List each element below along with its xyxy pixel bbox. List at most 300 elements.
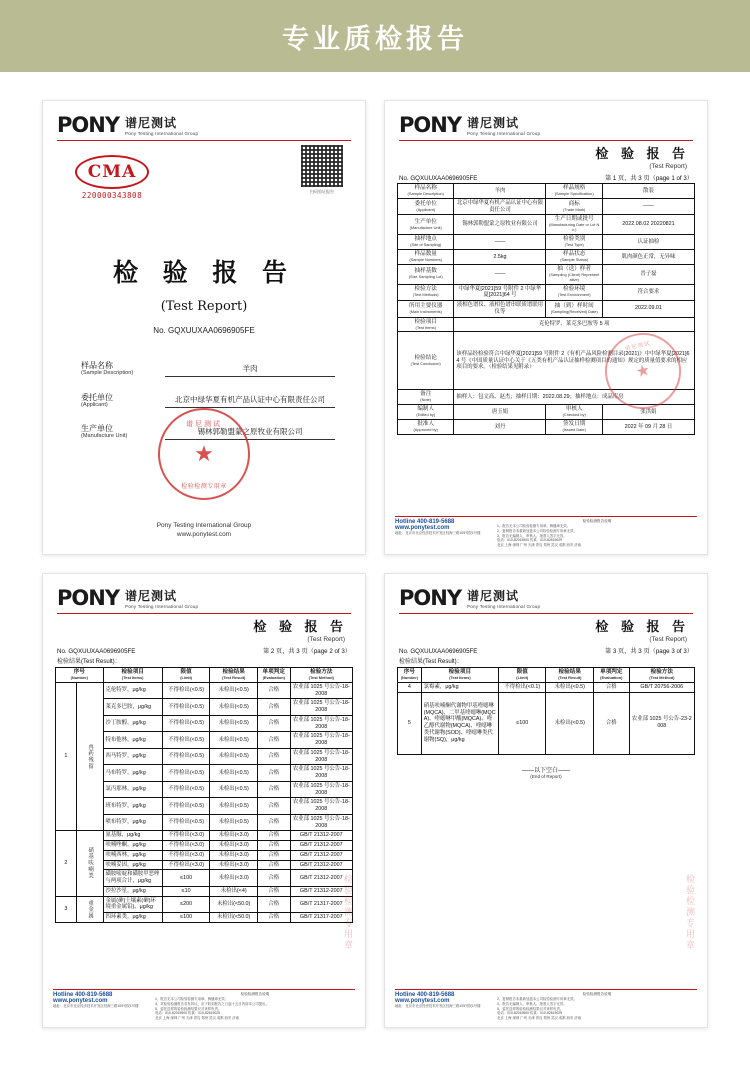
label-en: (Approved by): [413, 427, 438, 433]
column-header-cn: 检验方法: [650, 669, 673, 675]
section-label: 检验结果(Test Result)：: [57, 659, 121, 665]
cell-value: 液相色谱仪、液相色谱串联质谱联用仪等: [454, 301, 546, 318]
result-value: 未检出(<0.5): [210, 682, 258, 699]
brand-name-en: Pony Testing International Group: [467, 603, 541, 609]
column-header-en: (Test Items): [121, 674, 144, 680]
column-header-cn: 序号: [403, 669, 415, 675]
label-en: (Test Methods): [412, 292, 439, 298]
label-en: (Issued Date): [562, 427, 586, 433]
test-item: 特布他林，μg/kg: [103, 732, 162, 749]
label-cn: 委托单位: [414, 200, 437, 207]
label-cn: 备注: [420, 391, 432, 398]
footer-note-title: 检验检测报告说明: [582, 519, 612, 524]
table-row: [398, 682, 695, 692]
method-value: GB/T 21312-2007: [290, 870, 352, 887]
result-value: 未检出(<0.5): [210, 715, 258, 732]
method-value: 农业部 1025 号公告-18-2008: [290, 781, 352, 798]
evaluation-value: 合格: [257, 699, 290, 716]
test-item: 呋喃唑酮，μg/kg: [103, 841, 162, 851]
test-item: 西马特罗，μg/kg: [103, 748, 162, 765]
document-cover[interactable]: [42, 100, 366, 555]
footer-note-line: 4、对检验检测报告若有异议，应于收到报告之日起十五日内向本公司提出。: [155, 1001, 269, 1006]
result-value: 未检出(<0.5): [546, 682, 594, 692]
test-item: 沙丁胺醇，μg/kg: [103, 715, 162, 732]
label-en: (Site of Sampling): [410, 242, 442, 248]
cell-value: ——: [602, 198, 694, 215]
table-row: [398, 249, 695, 264]
label-en: (Test Conclusion): [410, 360, 441, 366]
result-value: 未检出(<0.5): [210, 781, 258, 798]
evaluation-value: 合格: [257, 886, 290, 896]
limit-value: 不得检出(<0.5): [162, 715, 210, 732]
table-header-row: [56, 668, 353, 683]
end-of-report-cn: ——以下空白——: [521, 767, 570, 774]
cover-title: 检 验 报 告: [112, 258, 296, 287]
limit-value: 不得检出(<0.5): [162, 732, 210, 749]
footer-hotline[interactable]: Hotline 400-819-5688: [395, 519, 455, 526]
footer-note-line: 1、报告无本公司检验检测专用章、骑缝章无效。: [497, 524, 571, 529]
note-text: 抽样人：包文高、赵杰；抽样日期：2022.08.29；抽样地点：成品库房: [454, 390, 695, 405]
row-number: 4: [398, 682, 422, 692]
report-subtitle: (Test Report): [307, 636, 345, 643]
result-value: 未检出(<4): [210, 886, 258, 896]
report-number: No. GQXUUXAA0696905FE: [399, 175, 478, 182]
table-row: [398, 284, 695, 301]
cma-number: 220000343808: [81, 191, 143, 200]
footer-contact-line: 北京 上海 深圳 广州 天津 青岛 郑州 武汉 成都 西安 济南: [497, 543, 582, 548]
row-number: 5: [398, 692, 422, 754]
label-en: (Sample Description): [407, 190, 444, 196]
table-header-row: [398, 668, 695, 683]
report-title: 检 验 报 告: [595, 620, 689, 635]
cell-value: 认证抽检: [602, 235, 694, 250]
limit-value: ≤100: [162, 870, 210, 887]
qr-code-icon[interactable]: [301, 145, 343, 187]
brand-name-cn: 谱尼测试: [125, 116, 178, 131]
issued-date: 2022 年 09 月 28 日: [602, 420, 694, 435]
document-page-1[interactable]: [384, 100, 708, 555]
table-row: [398, 235, 695, 250]
brand-name-en: Pony Testing International Group: [125, 130, 199, 136]
group-number: 3: [56, 896, 77, 922]
column-header-en: (Test Items): [449, 674, 471, 680]
table-row: [398, 215, 695, 235]
result-value: 未检出(<3.0): [210, 841, 258, 851]
table-row: [398, 198, 695, 215]
letterhead: [57, 588, 351, 614]
brand-name-cn: 谱尼测试: [125, 589, 178, 604]
footer-contact-line: 电话：010-82015500 传真：010-82619029: [497, 538, 563, 543]
brand-name-en: Pony Testing International Group: [467, 130, 541, 136]
limit-value: 不得检出(<3.0): [162, 850, 210, 860]
limit-value: 不得检出(<0.1): [498, 682, 546, 692]
evaluation-value: 合格: [257, 850, 290, 860]
cell-value: 符合要求: [602, 284, 694, 301]
footer-contact-line: 电话：010-82015500 传真：010-82619029: [155, 1011, 221, 1016]
qr-caption: 扫码验证报告: [310, 189, 334, 194]
test-item: 呋喃妥因，μg/kg: [103, 860, 162, 870]
footer-note-line: 3、报告无编制人、审核人、批准人签字无效。: [497, 533, 567, 538]
label-cn: 批准人: [417, 421, 435, 428]
label-en: (Manufacture Unit): [409, 224, 442, 230]
cma-oval: CMA: [75, 155, 149, 189]
results-table: [55, 667, 353, 923]
method-value: 农业部 1025 号公告-18-2008: [290, 699, 352, 716]
cell-value: 2022.09.01: [602, 301, 694, 318]
evaluation-value: 合格: [257, 870, 290, 887]
field-label-cn: 生产单位: [81, 424, 113, 434]
test-item: 呋喃西林，μg/kg: [103, 850, 162, 860]
label-cn: 生产单位: [414, 218, 437, 225]
table-row: [398, 184, 695, 199]
star-icon: ★: [634, 361, 652, 382]
result-value: 未检出(<3.0): [210, 831, 258, 841]
label-en: (Sampling (Client) Representative): [549, 271, 600, 282]
method-value: GB/T 20756-2006: [629, 682, 694, 692]
evaluation-value: 合格: [257, 841, 290, 851]
method-value: GB/T 21312-2007: [290, 886, 352, 896]
label-en: (Sample Status): [560, 256, 589, 262]
column-header-en: (Test Method): [308, 674, 334, 680]
cell-value: 中绿华夏[2021]59 号附件 2 中绿华夏[2021]64 号: [454, 284, 546, 301]
evaluation-value: 合格: [257, 913, 290, 923]
footer-address: 地址：北京市北京经济技术开发区经海三路109号院1号楼: [53, 1004, 139, 1009]
page-title: 专业质检报告: [282, 23, 468, 55]
label-cn: 样品状态: [563, 250, 586, 257]
test-item: 莱克多巴胺，μg/kg: [103, 699, 162, 716]
document-footer: [53, 989, 355, 1021]
table-row: [56, 896, 353, 913]
cell-value: ——: [454, 235, 546, 250]
label-en: (Test Type): [564, 242, 584, 248]
label-en: (Edited by): [416, 412, 436, 418]
label-cn: 样品数量: [414, 250, 437, 257]
column-header-en: (Number): [400, 674, 419, 680]
footer-website[interactable]: www.ponytest.com: [395, 998, 450, 1005]
signature-value: 刘丹: [454, 420, 546, 435]
evaluation-value: 合格: [257, 860, 290, 870]
limit-value: 不得检出(<3.0): [162, 841, 210, 851]
method-value: 农业部 1025 号公告-23-2008: [629, 692, 694, 754]
result-value: 未检出(<0.5): [210, 732, 258, 749]
pony-logo: PONY: [399, 586, 462, 610]
cover-subtitle: (Test Report): [160, 299, 248, 314]
footer-note-line: 5、委托送样的检验检测结果仅对来样负责。: [497, 1006, 564, 1011]
cell-value: 克伦特罗、莱克多巴胺等 5 项: [454, 317, 695, 332]
column-header-cn: 检验结果: [558, 669, 581, 675]
evaluation-value: 合格: [257, 748, 290, 765]
footer-address: 地址：北京市北京经济技术开发区经海三路109号院1号楼: [395, 1004, 481, 1009]
result-value: 未检出(<0.5): [210, 699, 258, 716]
result-value: 未检出(<50.0): [210, 913, 258, 923]
test-item: 硝基呋喃酮代谢物甲基喹噁啉(MQCA)、二甲基喹噁啉(MQCA)、喹噁啉甲酸(MQCA)、喹乙醇代谢物(MQCA)、喹噁啉类代谢物(SOD)、喹噁啉类代谢物(SQ)，μg/kg: [421, 692, 498, 754]
signature-value: 张洪娟: [602, 405, 694, 420]
test-item: 克伦特罗，μg/kg: [103, 682, 162, 699]
test-item: 马布特罗，μg/kg: [103, 765, 162, 782]
group-name: 重金属: [76, 896, 103, 922]
evaluation-value: 合格: [257, 732, 290, 749]
document-page-3[interactable]: [384, 573, 708, 1028]
label-en: (Trade Mark): [563, 206, 586, 212]
label-en: (Sample Specification): [554, 190, 594, 196]
result-value: 未检出(<3.0): [210, 870, 258, 887]
footer-note-title: 检验检测报告说明: [582, 992, 612, 997]
method-value: 农业部 1025 号公告-18-2008: [290, 732, 352, 749]
page-indicator: 第 2 页，共 3 页（page 2 of 3）: [262, 648, 351, 655]
label-en: (Checked by): [562, 412, 586, 418]
cell-value: 2022.08.02 20220821: [602, 215, 694, 235]
footer-hotline[interactable]: Hotline 400-819-5688: [395, 992, 455, 999]
field-label-en: (Applicant): [81, 401, 108, 408]
footer-website[interactable]: www.ponytest.com: [53, 998, 108, 1005]
evaluation-value: 合格: [257, 896, 290, 913]
footer-contact-line: 北京 上海 深圳 广州 天津 青岛 郑州 武汉 成都 西安 济南: [497, 1016, 582, 1021]
column-header-en: (Limit): [180, 674, 193, 680]
label-cn: 编制人: [417, 406, 435, 413]
cover-field: [81, 361, 335, 377]
result-value: 未检出(<0.5): [210, 748, 258, 765]
column-header-en: (Limit): [516, 674, 529, 680]
document-footer: [395, 516, 697, 548]
column-header-cn: 单项判定: [262, 669, 285, 675]
cover-footer: [43, 522, 365, 538]
report-title: 检 验 报 告: [595, 147, 689, 162]
footer-hotline[interactable]: Hotline 400-819-5688: [53, 992, 113, 999]
footer-note-line: 1、报告无本公司检验检测专用章、骑缝章无效。: [155, 997, 229, 1002]
result-value: 未检出(<0.5): [210, 798, 258, 815]
evaluation-value: 合格: [257, 831, 290, 841]
label-cn: 审核人: [565, 406, 583, 413]
limit-value: 不得检出(<0.5): [162, 765, 210, 782]
table-row: [398, 264, 695, 284]
limit-value: 不得检出(<0.5): [162, 798, 210, 815]
group-name: 兽药残留: [76, 682, 103, 831]
label-cn: 检验方法: [414, 286, 437, 293]
evaluation-value: 合格: [257, 814, 290, 831]
column-header-en: (Evaluation): [600, 674, 623, 680]
side-seal-text: 检验检测专用章: [685, 874, 695, 951]
section-label: 检验结果(Test Result)：: [399, 659, 463, 665]
column-header-en: (Test Result): [222, 674, 246, 680]
end-of-report: [397, 765, 695, 779]
table-row-signature: [398, 420, 695, 435]
footer-note-title: 检验检测报告说明: [240, 992, 270, 997]
page-indicator: 第 3 页，共 3 页（page 3 of 3）: [604, 648, 693, 655]
limit-value: ≤100: [162, 913, 210, 923]
cell-value: ——: [454, 264, 546, 284]
cover-footer-en: Pony Testing International Group: [156, 522, 252, 529]
seal-top-text: 谱尼测试: [624, 340, 652, 353]
limit-value: 不得检出(<0.5): [162, 748, 210, 765]
limit-value: ≤10: [162, 886, 210, 896]
pony-logo: PONY: [57, 586, 120, 610]
limit-value: 不得检出(<3.0): [162, 860, 210, 870]
result-value: 未检出(<3.0): [210, 850, 258, 860]
test-item: 沙拉沙星，μg/kg: [103, 886, 162, 896]
evaluation-value: 合格: [257, 765, 290, 782]
method-value: 农业部 1025 号公告-18-2008: [290, 798, 352, 815]
page-banner: [0, 0, 750, 72]
results-table: [397, 667, 695, 755]
label-cn: 检验项目: [414, 318, 437, 325]
label-en: (Sampling(Received) Date): [550, 308, 598, 314]
side-seal-text: 检验检测专用章: [343, 874, 353, 951]
label-en: (Test Environment): [557, 292, 591, 298]
result-value: 未检出(<0.5): [546, 692, 594, 754]
pony-logo: PONY: [57, 113, 120, 137]
method-value: GB/T 21312-2007: [290, 841, 352, 851]
column-header-cn: 限值: [180, 669, 192, 675]
footer-note-line: 2、复制报告未重新加盖本公司检验检测专用章无效。: [497, 997, 577, 1002]
document-grid: [42, 100, 708, 1028]
document-footer: [395, 989, 697, 1021]
result-value: 未检出(<0.5): [210, 814, 258, 831]
limit-value: 不得检出(<0.5): [162, 699, 210, 716]
page-indicator: 第 1 页，共 3 页（page 1 of 3）: [604, 175, 693, 182]
report-number: No. GQXUUXAA0696905FE: [57, 648, 136, 655]
method-value: 农业部 1025 号公告-18-2008: [290, 814, 352, 831]
end-of-report-en: (End of Report): [530, 773, 562, 779]
test-item: 磺胺嘧啶和磺胺甲恶唑与两项合计，μg/kg: [103, 870, 162, 887]
field-value: 羊肉: [165, 363, 335, 377]
footer-contact-line: 电话：010-82015500 传真：010-82619029: [497, 1011, 563, 1016]
cell-value: 肌肉颜色正常，无异味: [602, 249, 694, 264]
label-cn: 抽（到）样时间: [554, 302, 594, 309]
official-seal: [158, 408, 250, 500]
label-en: (Note): [420, 397, 432, 403]
label-cn: 生产日期或批号: [554, 216, 594, 223]
column-header-en: (Test Result): [558, 674, 582, 680]
footer-website[interactable]: www.ponytest.com: [395, 525, 450, 532]
conclusion-text: 该样品经检验符合中绿华夏[2021]59 号附件 2《有机产品风险检测目录(2021)》中中绿华夏[2021]64 号《中国质量认证中心关于《五类有机产品认证抽样检测项目的通知》规定的质量值要求的相应项目的要求。（检验结果见附录）: [454, 332, 695, 390]
cover-field: [81, 393, 335, 409]
column-header-en: (Test Method): [649, 674, 675, 680]
footer-contact-line: 北京 上海 深圳 广州 天津 青岛 郑州 武汉 成都 西安 济南: [155, 1016, 240, 1021]
footer-address: 地址：北京市北京经济技术开发区经海三路109号院1号楼: [395, 531, 481, 536]
label-cn: 检验类别: [563, 236, 586, 243]
limit-value: 不得检出(<0.5): [162, 814, 210, 831]
table-row: [56, 831, 353, 841]
test-item: 金属(砷)土壤素(砷)环境重金属铅)，μg/kg: [103, 896, 162, 913]
cell-value: 北京中绿华夏有机产品认证中心有限责任公司: [454, 198, 546, 215]
result-value: 未检出(<0.5): [210, 765, 258, 782]
test-item: 氯丙那林，μg/kg: [103, 781, 162, 798]
letterhead: [57, 115, 351, 141]
test-item: 班布特罗，μg/kg: [103, 798, 162, 815]
cell-value: 锡林郭勒盟蒙之原牧业有限公司: [454, 215, 546, 235]
label-cn: 所用主要仪器: [408, 302, 443, 309]
limit-value: 不得检出(<0.5): [162, 781, 210, 798]
table-row: [398, 692, 695, 754]
evaluation-value: 合格: [257, 798, 290, 815]
method-value: 农业部 1025 号公告-18-2008: [290, 765, 352, 782]
test-item: 氯霉素，μg/kg: [421, 682, 498, 692]
field-value: 北京中绿华夏有机产品认证中心有限责任公司: [165, 394, 335, 408]
column-header-cn: 序号: [73, 669, 85, 675]
signature-value: 唐玉娟: [454, 405, 546, 420]
table-row: [56, 682, 353, 699]
report-title: 检 验 报 告: [253, 620, 347, 635]
letterhead: [399, 115, 693, 141]
test-item: 四环素类，μg/kg: [103, 913, 162, 923]
method-value: GB/T 21312-2007: [290, 850, 352, 860]
document-page-2[interactable]: [42, 573, 366, 1028]
evaluation-value: 合格: [594, 682, 630, 692]
label-cn: 样品规格: [563, 185, 586, 191]
letterhead: [399, 588, 693, 614]
evaluation-value: 合格: [257, 682, 290, 699]
evaluation-value: 合格: [257, 781, 290, 798]
test-item: 喷布特罗，μg/kg: [103, 814, 162, 831]
field-value: 锡林郭勒盟蒙之原牧业有限公司: [165, 426, 335, 440]
label-en: (Size Sampling Lot): [408, 274, 443, 280]
method-value: GB/T 21317-2007: [290, 913, 352, 923]
cma-mark: [75, 155, 161, 201]
field-label-en: (Sample Description): [81, 370, 134, 377]
result-value: 未检出(<50.0): [210, 896, 258, 913]
column-header-cn: 检验结果: [222, 669, 245, 675]
star-icon: ★: [194, 441, 214, 466]
label-cn: 签发日期: [563, 421, 586, 428]
brand-name-cn: 谱尼测试: [467, 116, 520, 131]
report-number: No. GQXUUXAA0696905FE: [399, 648, 478, 655]
test-item: 氨基脲，μg/kg: [103, 831, 162, 841]
group-name: 硝基呋喃类: [76, 831, 103, 896]
label-cn: 抽样基数: [414, 268, 437, 275]
method-value: 农业部 1025 号公告-18-2008: [290, 682, 352, 699]
table-row: [398, 317, 695, 332]
column-header-cn: 限值: [516, 669, 528, 675]
cell-value: 散装: [602, 184, 694, 199]
label-en: (Main Instruments): [409, 308, 442, 314]
label-cn: 检验环境: [563, 286, 586, 293]
label-cn: 商标: [568, 200, 580, 207]
method-value: GB/T 21317-2007: [290, 896, 352, 913]
column-header-cn: 检验方法: [310, 669, 333, 675]
cell-value: 晋子磊: [602, 264, 694, 284]
label-cn: 检验结论: [414, 354, 437, 361]
report-subtitle: (Test Report): [649, 636, 687, 643]
cover-footer-web[interactable]: www.ponytest.com: [176, 531, 232, 538]
evaluation-value: 合格: [594, 692, 630, 754]
field-label-cn: 样品名称: [81, 361, 113, 370]
column-header-cn: 检验项目: [121, 669, 144, 675]
group-number: 1: [56, 682, 77, 831]
brand-name-cn: 谱尼测试: [467, 589, 520, 604]
result-value: 未检出(<3.0): [210, 860, 258, 870]
seal-top-text: 谱尼测试: [186, 421, 222, 428]
cell-value: 羊肉: [454, 184, 546, 199]
evaluation-value: 合格: [257, 715, 290, 732]
label-en: (Sample Numbers): [409, 256, 443, 262]
label-cn: 抽（送）样者: [557, 265, 591, 272]
brand-name-en: Pony Testing International Group: [125, 603, 199, 609]
footer-note-line: 2、复制报告未重新加盖本公司检验检测专用章无效。: [497, 528, 577, 533]
method-value: GB/T 21312-2007: [290, 860, 352, 870]
cell-value: 2.5kg: [454, 249, 546, 264]
table-row: [398, 301, 695, 318]
method-value: 农业部 1025 号公告-18-2008: [290, 748, 352, 765]
label-en: (Test Items): [415, 324, 436, 330]
column-header-cn: 检验项目: [448, 669, 472, 675]
limit-value: ≤100: [498, 692, 546, 754]
seal-bottom-text: 检验检测专用章: [181, 484, 227, 490]
column-header-en: (Number): [70, 674, 88, 680]
label-en: (Applicant): [416, 206, 436, 212]
label-en: (Manufacturing Date or Lot No.): [549, 222, 600, 233]
column-header-cn: 单项判定: [600, 669, 623, 675]
cover-report-number: No. GQXUUXAA0696905FE: [153, 326, 255, 335]
